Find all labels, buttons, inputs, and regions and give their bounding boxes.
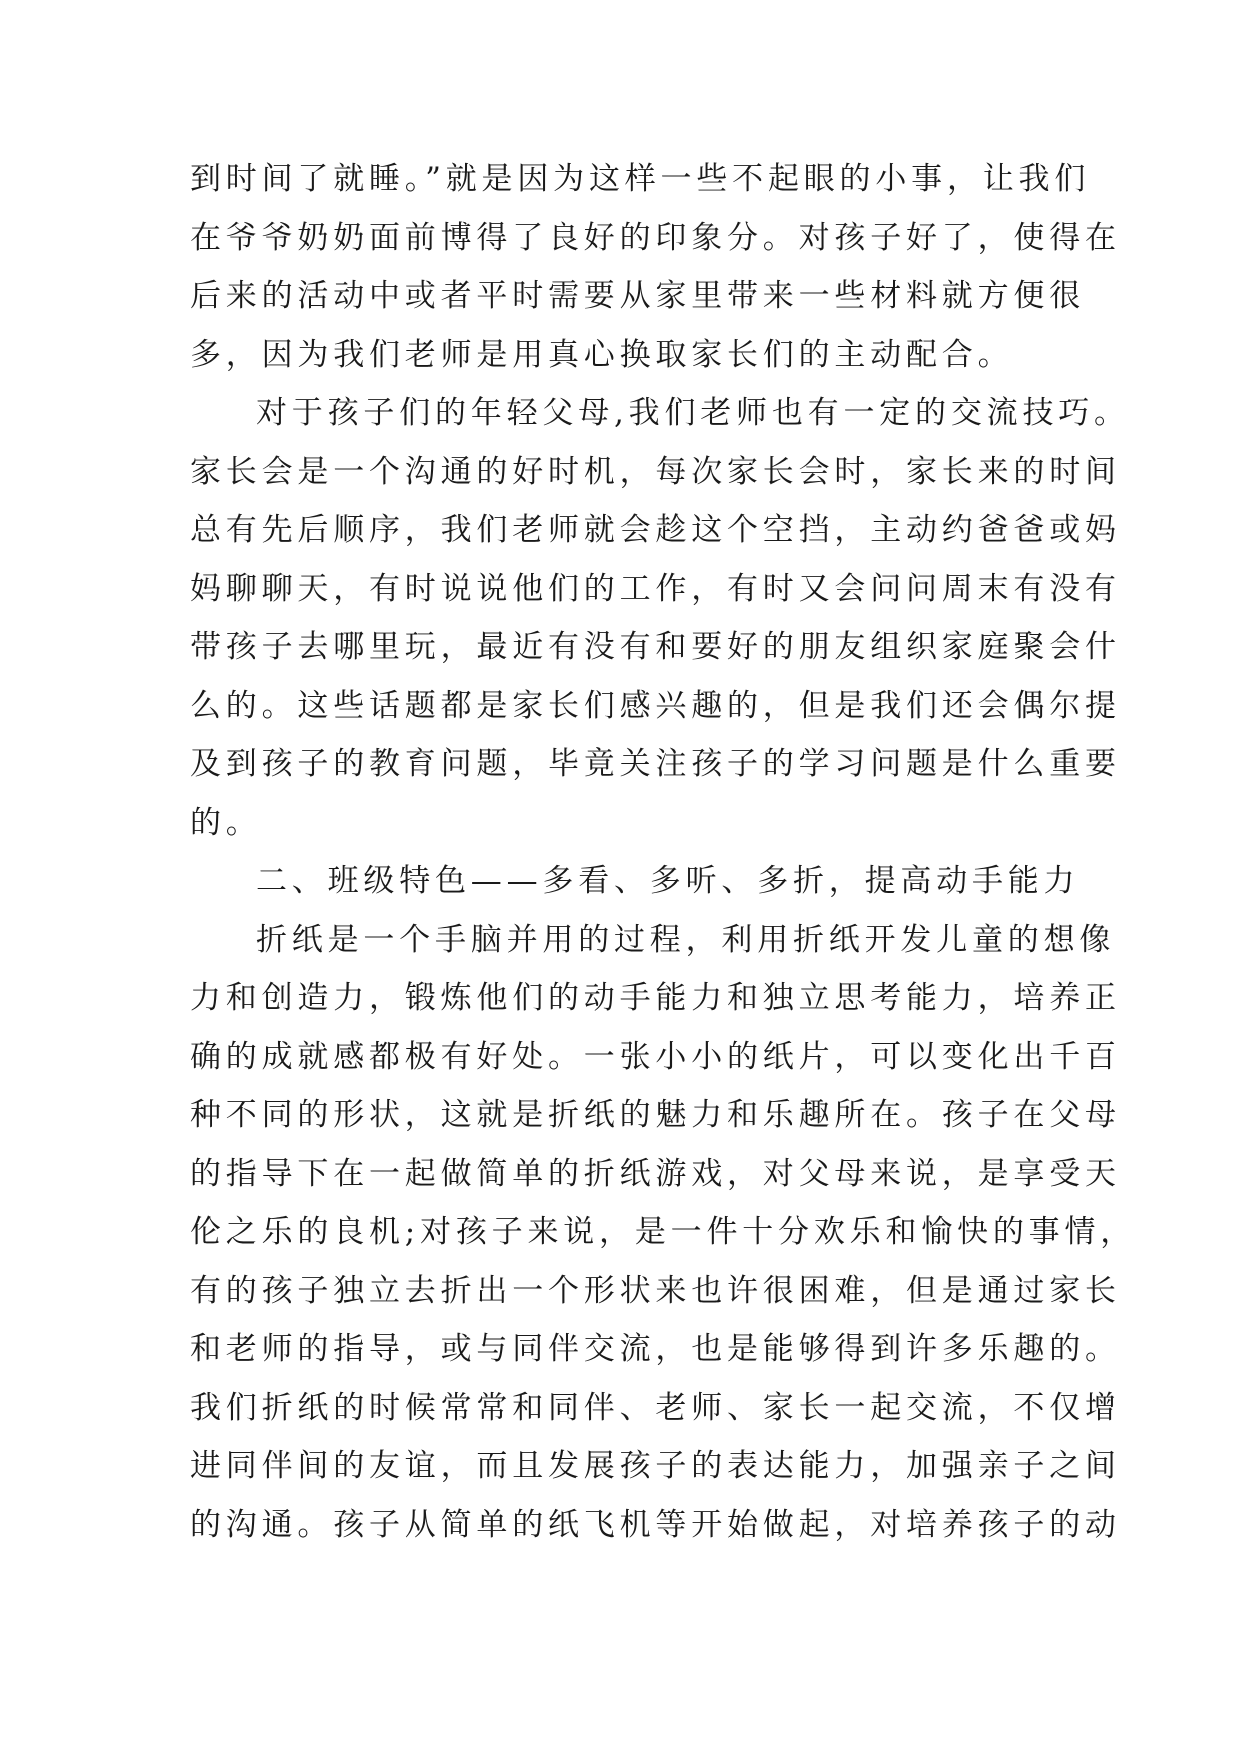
- text-line: 有的孩子独立去折出一个形状来也许很困难，但是通过家长: [190, 1272, 1121, 1309]
- text-line: 在爷爷奶奶面前博得了良好的印象分。对孩子好了，使得在: [190, 219, 1121, 256]
- text-line: 和老师的指导，或与同伴交流，也是能够得到许多乐趣的。: [190, 1331, 1121, 1367]
- text-line: 进同伴间的友谊，而且发展孩子的表达能力，加强亲子之间: [190, 1448, 1121, 1484]
- text-line: 到时间了就睡。”就是因为这样一些不起眼的小事，让我们: [190, 161, 1091, 197]
- text-line: 带孩子去哪里玩，最近有没有和要好的朋友组织家庭聚会什: [190, 629, 1121, 665]
- paragraph-start-line: 折纸是一个手脑并用的过程，利用折纸开发儿童的想像: [256, 921, 1116, 958]
- text-line: 的。: [190, 804, 262, 841]
- text-line: 后来的活动中或者平时需要从家里带来一些材料就方便很: [190, 278, 1085, 314]
- text-line: 确的成就感都极有好处。一张小小的纸片，可以变化出千百: [190, 1038, 1121, 1075]
- text-line: 总有先后顺序，我们老师就会趁这个空挡，主动约爸爸或妈: [190, 512, 1121, 548]
- section-heading: 二、班级特色——多看、多听、多折，提高动手能力: [256, 863, 1080, 899]
- text-line: 我们折纸的时候常常和同伴、老师、家长一起交流，不仅增: [190, 1389, 1121, 1426]
- text-line: 么的。这些话题都是家长们感兴趣的，但是我们还会偶尔提: [190, 687, 1121, 724]
- text-line: 多，因为我们老师是用真心换取家长们的主动配合。: [190, 336, 1014, 373]
- text-line: 家长会是一个沟通的好时机，每次家长会时，家长来的时间: [190, 453, 1121, 490]
- body-text: [190, 150, 1137, 1554]
- text-line: 力和创造力，锻炼他们的动手能力和独立思考能力，培养正: [190, 980, 1121, 1016]
- text-line: 妈聊聊天，有时说说他们的工作，有时又会问问周末有没有: [190, 570, 1121, 607]
- paragraph-start-line: 对于孩子们的年轻父母,我们老师也有一定的交流技巧。: [256, 395, 1130, 431]
- text-line: 的指导下在一起做简单的折纸游戏，对父母来说，是享受天: [190, 1155, 1121, 1192]
- text-line: 的沟通。孩子从简单的纸飞机等开始做起，对培养孩子的动: [190, 1506, 1121, 1543]
- text-line: 及到孩子的教育问题，毕竟关注孩子的学习问题是什么重要: [190, 746, 1121, 782]
- text-line: 伦之乐的良机;对孩子来说，是一件十分欢乐和愉快的事情，: [190, 1214, 1137, 1250]
- text-line: 种不同的形状，这就是折纸的魅力和乐趣所在。孩子在父母: [190, 1097, 1121, 1133]
